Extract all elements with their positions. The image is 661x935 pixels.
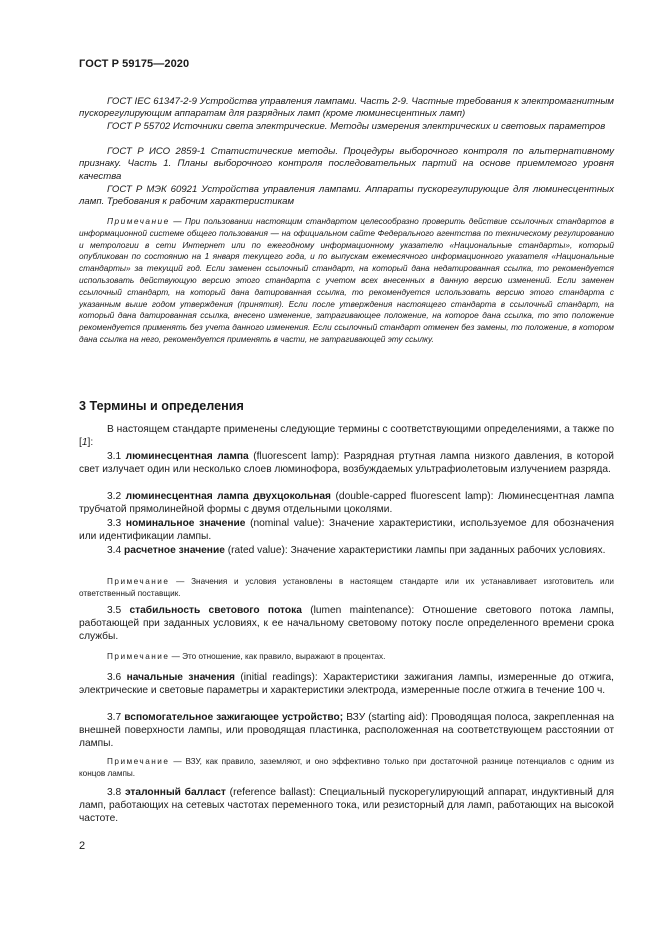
- term-name: стабильность светового потока: [129, 605, 302, 616]
- note-label: Примечание: [107, 757, 170, 766]
- term-name: начальные значения: [126, 672, 235, 683]
- page-number: 2: [79, 840, 86, 852]
- intro-text-end: ]:: [87, 437, 94, 448]
- normative-reference: ГОСТ IEC 61347-2-9 Устройства управления лампами. Часть 2-9. Частные требования к электромагнитным пускорегулирующим аппаратам для разрядных ламп (кроме люминесцентных ламп): [79, 96, 614, 120]
- term-text: (fluorescent lamp): Разрядная ртутная лампа низкого давления, в которой свет излучает один или несколько слоев люминофора, возбуждаемых ультрафиолетовым излучением разряда.: [79, 451, 614, 475]
- term-note: [79, 651, 614, 663]
- note-label: Примечание: [107, 652, 170, 661]
- term-definition: [79, 604, 614, 643]
- term-name: номинальное значение: [125, 518, 246, 529]
- normative-reference: ГОСТ Р МЭК 60921 Устройства управления лампами. Аппараты пускорегулирующие для люминесцентных ламп. Требования к рабочим характеристикам: [79, 184, 614, 208]
- reference-note: [79, 216, 614, 346]
- bibliography-ref: 1: [81, 437, 88, 448]
- term-text: (reference ballast): Специальный пускорегулирующий аппарат, индуктивный для ламп, работающих на сетевых частотах переменного тока, или резисторный для ламп, работающих на высокой частоте.: [79, 787, 614, 824]
- term-name: расчетное значение: [124, 545, 225, 556]
- term-text: (lumen maintenance): Отношение светового потока лампы, работающей при заданных условиях, к ее начальному световому потоку после определенного времени срока службы.: [79, 605, 614, 642]
- term-name: люминесцентная лампа: [125, 451, 249, 462]
- normative-reference: ГОСТ Р ИСО 2859-1 Статистические методы. Процедуры выборочного контроля по альтернативному признаку. Часть 1. Планы выборочного контроля последовательных партий на основе приемлемого уровня качества: [79, 146, 614, 182]
- note-text: — При пользовании настоящим стандартом целесообразно проверить действие ссылочных стандартов в информационной системе общего пользования — на официальном сайте Федерального агентства по техническому регулированию и метрологии в сети Интернет или по ежегодному информационному указателю «Национальные стандарты», который опубликован по состоянию на 1 января текущего года, и по выпускам ежемесячного информационного указателя «Национальные стандарты» за текущий год. Если заменен ссылочный стандарт, на который дана недатированная ссылка, то рекомендуется использовать действующую версию этого стандарта с учетом всех внесенных в данную версию изменений. Если заменен ссылочный стандарт, на который дана датированная ссылка, то рекомендуется использовать версию этого стандарта с указанным выше годом утверждения (принятия). Если после утверждения настоящего стандарта в ссылочный стандарт, на который дана датированная ссылка, внесено изменение, затрагивающее положение, на которое дана ссылка, то это положение рекомендуется применять без учета данного изменения. Если ссылочный стандарт отменен без замены, то положение, в котором дана ссылка на него, рекомендуется применять в части, не затрагивающей эту ссылку.: [79, 216, 614, 344]
- normative-reference: ГОСТ Р 55702 Источники света электрические. Методы измерения электрических и световых параметров: [107, 121, 606, 132]
- section-intro: [79, 423, 614, 449]
- note-label: Примечание: [107, 577, 170, 586]
- note-text: — Это отношение, как правило, выражают в процентах.: [169, 652, 386, 661]
- term-number: 3.3: [107, 518, 126, 529]
- intro-text: В настоящем стандарте применены следующие термины с соответствующими определениями, а также по [: [79, 424, 614, 448]
- term-name: вспомогательное зажигающее устройство;: [124, 712, 344, 723]
- note-label: Примечание: [107, 216, 170, 226]
- term-number: 3.2: [107, 491, 126, 502]
- term-number: 3.6: [107, 672, 127, 683]
- term-name: эталонный балласт: [124, 787, 226, 798]
- section-heading: 3 Термины и определения: [79, 399, 244, 413]
- term-text: ВЗУ (starting aid): Проводящая полоса, закрепленная на внешней поверхности лампы, или проводящая пластинка, расположенная на соответствующем расстоянии от лампы.: [79, 712, 614, 749]
- note-text: — ВЗУ, как правило, заземляют, и оно эффективно только при достаточной разнице потенциалов с одним из концов лампы.: [79, 757, 614, 778]
- term-definition: [79, 711, 614, 750]
- document-header: ГОСТ Р 59175—2020: [79, 58, 190, 70]
- term-number: 3.8: [107, 787, 125, 798]
- term-text: (rated value): Значение характеристики лампы при заданных рабочих условиях.: [224, 545, 606, 556]
- term-definition: [79, 517, 614, 543]
- term-note: [79, 756, 614, 779]
- term-definition: [79, 671, 614, 697]
- note-text: — Значения и условия установлены в настоящем стандарте или их устанавливает изготовитель или ответственный поставщик.: [79, 577, 614, 598]
- term-definition: [79, 490, 614, 516]
- term-number: 3.7: [107, 712, 125, 723]
- term-text: (initial readings): Характеристики зажигания лампы, измеренные до отжига, электрические и световые параметры и характеристики электрода, измеренные после отжига в течение 100 ч.: [79, 672, 614, 696]
- term-number: 3.4: [107, 545, 124, 556]
- term-number: 3.5: [107, 605, 130, 616]
- term-definition: [79, 544, 614, 557]
- term-definition: [79, 450, 614, 476]
- term-text: (double-capped fluorescent lamp): Люминесцентная лампа трубчатой прямолинейной формы с двумя отдельными цоколями.: [79, 491, 614, 515]
- term-number: 3.1: [107, 451, 126, 462]
- term-definition: [79, 786, 614, 825]
- term-text: (nominal value): Значение характеристики, используемое для обозначения или идентификации лампы.: [79, 518, 614, 542]
- term-name: люминесцентная лампа двухцокольная: [125, 491, 332, 502]
- term-note: [79, 576, 614, 599]
